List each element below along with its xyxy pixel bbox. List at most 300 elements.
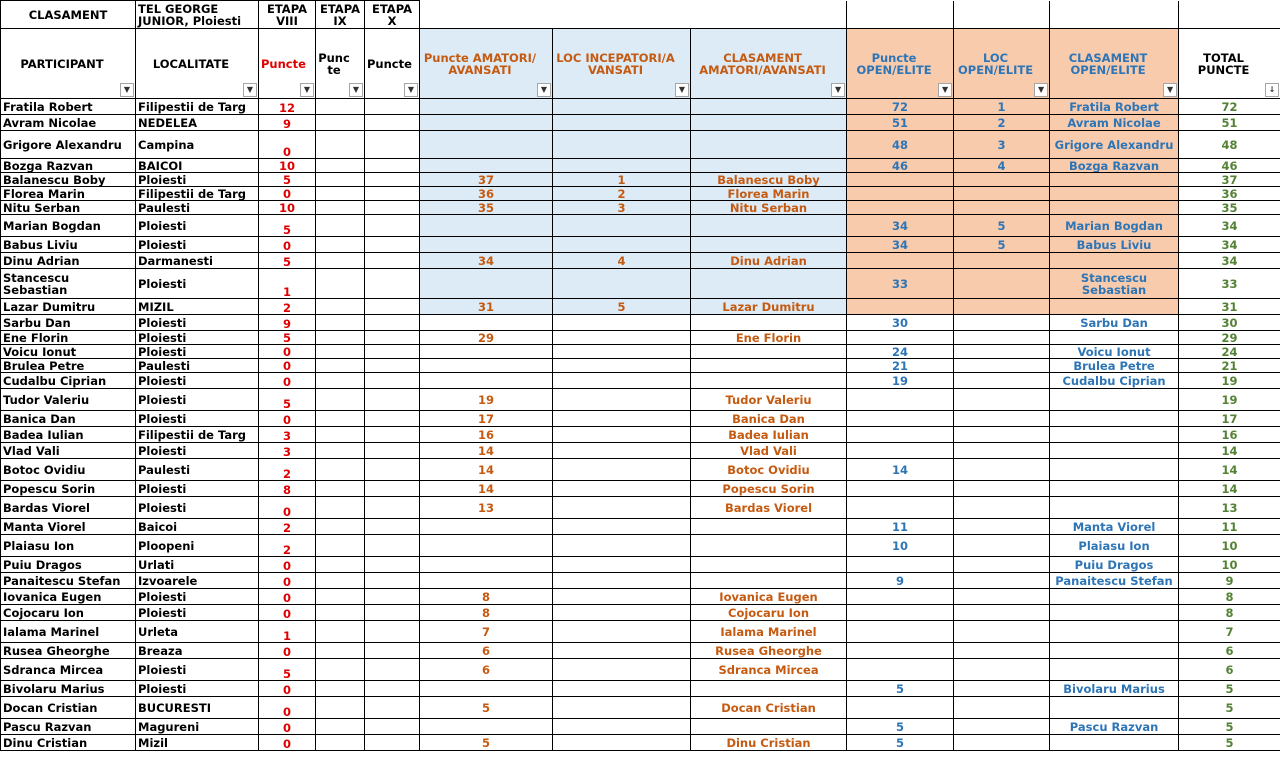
- puncte-viii-cell[interactable]: 0: [259, 697, 316, 719]
- total-puncte-cell[interactable]: 19: [1179, 373, 1280, 389]
- puncte-open-cell[interactable]: [847, 481, 954, 497]
- loc-amatori-cell[interactable]: [553, 131, 691, 159]
- header-etapa-viii[interactable]: ETAPA VIII: [259, 1, 316, 29]
- puncte-amatori-cell[interactable]: [420, 215, 553, 237]
- loc-open-cell[interactable]: [954, 173, 1050, 187]
- puncte-amatori-cell[interactable]: 5: [420, 735, 553, 751]
- puncte-ix-cell[interactable]: [316, 589, 365, 605]
- clasament-open-cell[interactable]: [1050, 411, 1179, 427]
- puncte-ix-cell[interactable]: [316, 427, 365, 443]
- loc-amatori-cell[interactable]: [553, 605, 691, 621]
- localitate-cell[interactable]: Ploiesti: [136, 481, 259, 497]
- loc-open-cell[interactable]: [954, 589, 1050, 605]
- clasament-open-cell[interactable]: [1050, 389, 1179, 411]
- filter-dropdown-icon[interactable]: ▼: [831, 83, 845, 97]
- puncte-x-cell[interactable]: [365, 443, 420, 459]
- puncte-open-cell[interactable]: 21: [847, 359, 954, 373]
- clasament-amatori-cell[interactable]: Bardas Viorel: [691, 497, 847, 519]
- puncte-amatori-cell[interactable]: [420, 573, 553, 589]
- puncte-x-cell[interactable]: [365, 253, 420, 269]
- total-puncte-cell[interactable]: 30: [1179, 315, 1280, 331]
- clasament-amatori-cell[interactable]: [691, 345, 847, 359]
- clasament-amatori-cell[interactable]: Lazar Dumitru: [691, 299, 847, 315]
- localitate-cell[interactable]: Mizil: [136, 735, 259, 751]
- puncte-x-cell[interactable]: [365, 115, 420, 131]
- total-puncte-cell[interactable]: 6: [1179, 659, 1280, 681]
- puncte-x-cell[interactable]: [365, 621, 420, 643]
- puncte-open-cell[interactable]: [847, 299, 954, 315]
- puncte-x-cell[interactable]: [365, 557, 420, 573]
- filter-dropdown-icon[interactable]: ▼: [938, 83, 952, 97]
- puncte-amatori-cell[interactable]: [420, 345, 553, 359]
- localitate-cell[interactable]: BUCURESTI: [136, 697, 259, 719]
- participant-cell[interactable]: Popescu Sorin: [1, 481, 136, 497]
- puncte-ix-cell[interactable]: [316, 659, 365, 681]
- participant-cell[interactable]: Manta Viorel: [1, 519, 136, 535]
- loc-open-cell[interactable]: [954, 459, 1050, 481]
- localitate-cell[interactable]: Filipestii de Targ: [136, 427, 259, 443]
- total-puncte-cell[interactable]: 10: [1179, 535, 1280, 557]
- puncte-amatori-cell[interactable]: 29: [420, 331, 553, 345]
- puncte-amatori-cell[interactable]: 34: [420, 253, 553, 269]
- puncte-amatori-cell[interactable]: 17: [420, 411, 553, 427]
- clasament-amatori-cell[interactable]: Banica Dan: [691, 411, 847, 427]
- puncte-viii-cell[interactable]: 0: [259, 605, 316, 621]
- total-puncte-cell[interactable]: 16: [1179, 427, 1280, 443]
- total-puncte-cell[interactable]: 14: [1179, 443, 1280, 459]
- puncte-open-cell[interactable]: [847, 253, 954, 269]
- header-blank-open-2[interactable]: [954, 1, 1050, 29]
- puncte-x-cell[interactable]: [365, 481, 420, 497]
- loc-open-cell[interactable]: [954, 605, 1050, 621]
- puncte-x-cell[interactable]: [365, 345, 420, 359]
- localitate-cell[interactable]: Ploiesti: [136, 373, 259, 389]
- participant-cell[interactable]: Docan Cristian: [1, 697, 136, 719]
- loc-open-cell[interactable]: [954, 201, 1050, 215]
- clasament-open-cell[interactable]: [1050, 605, 1179, 621]
- puncte-ix-cell[interactable]: [316, 299, 365, 315]
- clasament-open-cell[interactable]: Bivolaru Marius: [1050, 681, 1179, 697]
- sort-desc-filter-icon[interactable]: ↓: [1265, 83, 1279, 97]
- participant-cell[interactable]: Florea Marin: [1, 187, 136, 201]
- puncte-open-cell[interactable]: 46: [847, 159, 954, 173]
- clasament-amatori-cell[interactable]: [691, 535, 847, 557]
- puncte-amatori-cell[interactable]: [420, 681, 553, 697]
- puncte-x-cell[interactable]: [365, 331, 420, 345]
- participant-cell[interactable]: Cojocaru Ion: [1, 605, 136, 621]
- localitate-cell[interactable]: Darmanesti: [136, 253, 259, 269]
- total-puncte-cell[interactable]: 5: [1179, 681, 1280, 697]
- loc-open-cell[interactable]: 3: [954, 131, 1050, 159]
- puncte-amatori-cell[interactable]: [420, 237, 553, 253]
- puncte-amatori-cell[interactable]: 14: [420, 481, 553, 497]
- localitate-cell[interactable]: Izvoarele: [136, 573, 259, 589]
- header-clasament[interactable]: CLASAMENT: [1, 1, 136, 29]
- localitate-cell[interactable]: Baicoi: [136, 519, 259, 535]
- clasament-amatori-cell[interactable]: Sdranca Mircea: [691, 659, 847, 681]
- participant-cell[interactable]: Bozga Razvan: [1, 159, 136, 173]
- puncte-x-cell[interactable]: [365, 497, 420, 519]
- puncte-ix-cell[interactable]: [316, 159, 365, 173]
- loc-amatori-cell[interactable]: [553, 237, 691, 253]
- puncte-open-cell[interactable]: 51: [847, 115, 954, 131]
- loc-amatori-cell[interactable]: 5: [553, 299, 691, 315]
- participant-cell[interactable]: Botoc Ovidiu: [1, 459, 136, 481]
- filter-dropdown-icon[interactable]: ▼: [1034, 83, 1048, 97]
- puncte-open-cell[interactable]: [847, 187, 954, 201]
- loc-amatori-cell[interactable]: [553, 389, 691, 411]
- clasament-amatori-cell[interactable]: [691, 99, 847, 115]
- loc-open-cell[interactable]: [954, 253, 1050, 269]
- clasament-open-cell[interactable]: Avram Nicolae: [1050, 115, 1179, 131]
- clasament-open-cell[interactable]: [1050, 481, 1179, 497]
- clasament-amatori-cell[interactable]: [691, 159, 847, 173]
- puncte-open-cell[interactable]: 14: [847, 459, 954, 481]
- puncte-open-cell[interactable]: 5: [847, 735, 954, 751]
- loc-open-cell[interactable]: [954, 373, 1050, 389]
- participant-cell[interactable]: Sarbu Dan: [1, 315, 136, 331]
- puncte-amatori-cell[interactable]: [420, 519, 553, 535]
- puncte-amatori-cell[interactable]: 19: [420, 389, 553, 411]
- filter-dropdown-icon[interactable]: ▼: [349, 83, 363, 97]
- clasament-amatori-cell[interactable]: [691, 237, 847, 253]
- puncte-ix-cell[interactable]: [316, 201, 365, 215]
- clasament-open-cell[interactable]: Voicu Ionut: [1050, 345, 1179, 359]
- participant-cell[interactable]: Dinu Cristian: [1, 735, 136, 751]
- clasament-amatori-cell[interactable]: [691, 373, 847, 389]
- puncte-ix-cell[interactable]: [316, 315, 365, 331]
- total-puncte-cell[interactable]: 46: [1179, 159, 1280, 173]
- puncte-viii-cell[interactable]: 0: [259, 643, 316, 659]
- puncte-amatori-cell[interactable]: [420, 269, 553, 299]
- puncte-ix-cell[interactable]: [316, 331, 365, 345]
- loc-amatori-cell[interactable]: [553, 115, 691, 131]
- localitate-cell[interactable]: Ploiesti: [136, 269, 259, 299]
- total-puncte-cell[interactable]: 5: [1179, 735, 1280, 751]
- clasament-amatori-cell[interactable]: Docan Cristian: [691, 697, 847, 719]
- clasament-open-cell[interactable]: Pascu Razvan: [1050, 719, 1179, 735]
- loc-amatori-cell[interactable]: [553, 269, 691, 299]
- participant-cell[interactable]: Pascu Razvan: [1, 719, 136, 735]
- puncte-viii-cell[interactable]: 5: [259, 253, 316, 269]
- loc-open-cell[interactable]: [954, 643, 1050, 659]
- clasament-open-cell[interactable]: [1050, 173, 1179, 187]
- localitate-cell[interactable]: NEDELEA: [136, 115, 259, 131]
- total-puncte-cell[interactable]: 14: [1179, 481, 1280, 497]
- puncte-amatori-cell[interactable]: [420, 115, 553, 131]
- puncte-open-cell[interactable]: 5: [847, 681, 954, 697]
- puncte-x-cell[interactable]: [365, 269, 420, 299]
- puncte-viii-cell[interactable]: 10: [259, 201, 316, 215]
- header-blank-amatori[interactable]: [420, 1, 847, 29]
- puncte-x-cell[interactable]: [365, 573, 420, 589]
- puncte-viii-cell[interactable]: 8: [259, 481, 316, 497]
- participant-cell[interactable]: Panaitescu Stefan: [1, 573, 136, 589]
- puncte-open-cell[interactable]: 34: [847, 215, 954, 237]
- localitate-cell[interactable]: Filipestii de Targ: [136, 187, 259, 201]
- participant-cell[interactable]: Sdranca Mircea: [1, 659, 136, 681]
- clasament-open-cell[interactable]: [1050, 659, 1179, 681]
- puncte-viii-cell[interactable]: 0: [259, 345, 316, 359]
- puncte-ix-cell[interactable]: [316, 345, 365, 359]
- puncte-viii-cell[interactable]: 0: [259, 373, 316, 389]
- puncte-viii-cell[interactable]: 0: [259, 497, 316, 519]
- loc-open-cell[interactable]: [954, 519, 1050, 535]
- puncte-x-cell[interactable]: [365, 535, 420, 557]
- puncte-ix-cell[interactable]: [316, 253, 365, 269]
- localitate-cell[interactable]: Paulesti: [136, 459, 259, 481]
- puncte-ix-cell[interactable]: [316, 411, 365, 427]
- puncte-amatori-cell[interactable]: 16: [420, 427, 553, 443]
- clasament-amatori-cell[interactable]: [691, 681, 847, 697]
- clasament-amatori-cell[interactable]: [691, 315, 847, 331]
- participant-cell[interactable]: Voicu Ionut: [1, 345, 136, 359]
- clasament-open-cell[interactable]: [1050, 459, 1179, 481]
- puncte-viii-cell[interactable]: 2: [259, 459, 316, 481]
- loc-open-cell[interactable]: [954, 427, 1050, 443]
- puncte-open-cell[interactable]: [847, 659, 954, 681]
- clasament-open-cell[interactable]: [1050, 589, 1179, 605]
- total-puncte-cell[interactable]: 11: [1179, 519, 1280, 535]
- loc-amatori-cell[interactable]: [553, 99, 691, 115]
- participant-cell[interactable]: Lazar Dumitru: [1, 299, 136, 315]
- total-puncte-cell[interactable]: 34: [1179, 253, 1280, 269]
- localitate-cell[interactable]: BAICOI: [136, 159, 259, 173]
- localitate-cell[interactable]: Paulesti: [136, 359, 259, 373]
- puncte-open-cell[interactable]: [847, 557, 954, 573]
- loc-amatori-cell[interactable]: [553, 659, 691, 681]
- loc-open-cell[interactable]: 5: [954, 237, 1050, 253]
- puncte-viii-cell[interactable]: 0: [259, 187, 316, 201]
- puncte-amatori-cell[interactable]: [420, 557, 553, 573]
- participant-cell[interactable]: Marian Bogdan: [1, 215, 136, 237]
- participant-cell[interactable]: Fratila Robert: [1, 99, 136, 115]
- puncte-ix-cell[interactable]: [316, 359, 365, 373]
- puncte-open-cell[interactable]: [847, 331, 954, 345]
- loc-amatori-cell[interactable]: [553, 373, 691, 389]
- clasament-amatori-cell[interactable]: Rusea Gheorghe: [691, 643, 847, 659]
- participant-cell[interactable]: Bivolaru Marius: [1, 681, 136, 697]
- puncte-x-cell[interactable]: [365, 659, 420, 681]
- puncte-viii-cell[interactable]: 0: [259, 573, 316, 589]
- loc-amatori-cell[interactable]: [553, 345, 691, 359]
- clasament-open-cell[interactable]: Sarbu Dan: [1050, 315, 1179, 331]
- loc-open-cell[interactable]: [954, 481, 1050, 497]
- header-blank-total[interactable]: [1179, 1, 1280, 29]
- header-etapa-x[interactable]: ETAPA X: [365, 1, 420, 29]
- clasament-amatori-cell[interactable]: Ene Florin: [691, 331, 847, 345]
- puncte-x-cell[interactable]: [365, 735, 420, 751]
- loc-open-cell[interactable]: [954, 719, 1050, 735]
- loc-amatori-cell[interactable]: [553, 315, 691, 331]
- loc-open-cell[interactable]: [954, 735, 1050, 751]
- clasament-amatori-cell[interactable]: [691, 359, 847, 373]
- puncte-open-cell[interactable]: [847, 443, 954, 459]
- loc-amatori-cell[interactable]: [553, 459, 691, 481]
- total-puncte-cell[interactable]: 13: [1179, 497, 1280, 519]
- puncte-viii-cell[interactable]: 5: [259, 173, 316, 187]
- loc-amatori-cell[interactable]: 2: [553, 187, 691, 201]
- puncte-amatori-cell[interactable]: [420, 131, 553, 159]
- puncte-open-cell[interactable]: 34: [847, 237, 954, 253]
- puncte-ix-cell[interactable]: [316, 131, 365, 159]
- puncte-viii-cell[interactable]: 5: [259, 215, 316, 237]
- localitate-cell[interactable]: Ploopeni: [136, 535, 259, 557]
- localitate-cell[interactable]: Ploiesti: [136, 389, 259, 411]
- puncte-x-cell[interactable]: [365, 427, 420, 443]
- puncte-x-cell[interactable]: [365, 187, 420, 201]
- loc-amatori-cell[interactable]: [553, 427, 691, 443]
- participant-cell[interactable]: Ialama Marinel: [1, 621, 136, 643]
- loc-amatori-cell[interactable]: [553, 621, 691, 643]
- puncte-viii-cell[interactable]: 3: [259, 427, 316, 443]
- participant-cell[interactable]: Tudor Valeriu: [1, 389, 136, 411]
- puncte-ix-cell[interactable]: [316, 697, 365, 719]
- puncte-ix-cell[interactable]: [316, 719, 365, 735]
- participant-cell[interactable]: Banica Dan: [1, 411, 136, 427]
- participant-cell[interactable]: Badea Iulian: [1, 427, 136, 443]
- loc-amatori-cell[interactable]: [553, 519, 691, 535]
- puncte-open-cell[interactable]: 24: [847, 345, 954, 359]
- loc-amatori-cell[interactable]: [553, 331, 691, 345]
- localitate-cell[interactable]: Ploiesti: [136, 659, 259, 681]
- puncte-amatori-cell[interactable]: 37: [420, 173, 553, 187]
- clasament-open-cell[interactable]: [1050, 253, 1179, 269]
- loc-amatori-cell[interactable]: [553, 443, 691, 459]
- puncte-open-cell[interactable]: 33: [847, 269, 954, 299]
- puncte-viii-cell[interactable]: 2: [259, 535, 316, 557]
- puncte-open-cell[interactable]: 9: [847, 573, 954, 589]
- clasament-amatori-cell[interactable]: Botoc Ovidiu: [691, 459, 847, 481]
- loc-amatori-cell[interactable]: [553, 557, 691, 573]
- total-puncte-cell[interactable]: 5: [1179, 719, 1280, 735]
- loc-open-cell[interactable]: 5: [954, 215, 1050, 237]
- localitate-cell[interactable]: Ploiesti: [136, 411, 259, 427]
- loc-amatori-cell[interactable]: [553, 481, 691, 497]
- puncte-open-cell[interactable]: 30: [847, 315, 954, 331]
- localitate-cell[interactable]: Campina: [136, 131, 259, 159]
- clasament-open-cell[interactable]: [1050, 443, 1179, 459]
- clasament-open-cell[interactable]: Puiu Dragos: [1050, 557, 1179, 573]
- puncte-viii-cell[interactable]: 0: [259, 557, 316, 573]
- localitate-cell[interactable]: Urleta: [136, 621, 259, 643]
- total-puncte-cell[interactable]: 17: [1179, 411, 1280, 427]
- total-puncte-cell[interactable]: 37: [1179, 173, 1280, 187]
- loc-open-cell[interactable]: [954, 269, 1050, 299]
- participant-cell[interactable]: Ene Florin: [1, 331, 136, 345]
- clasament-open-cell[interactable]: [1050, 621, 1179, 643]
- clasament-open-cell[interactable]: Grigore Alexandru: [1050, 131, 1179, 159]
- clasament-open-cell[interactable]: Brulea Petre: [1050, 359, 1179, 373]
- clasament-open-cell[interactable]: [1050, 331, 1179, 345]
- puncte-amatori-cell[interactable]: [420, 315, 553, 331]
- puncte-viii-cell[interactable]: 0: [259, 237, 316, 253]
- puncte-ix-cell[interactable]: [316, 373, 365, 389]
- puncte-ix-cell[interactable]: [316, 681, 365, 697]
- puncte-x-cell[interactable]: [365, 237, 420, 253]
- loc-open-cell[interactable]: 2: [954, 115, 1050, 131]
- loc-open-cell[interactable]: [954, 681, 1050, 697]
- puncte-ix-cell[interactable]: [316, 237, 365, 253]
- loc-open-cell[interactable]: [954, 535, 1050, 557]
- header-etapa-ix[interactable]: ETAPA IX: [316, 1, 365, 29]
- participant-cell[interactable]: Cudalbu Ciprian: [1, 373, 136, 389]
- puncte-ix-cell[interactable]: [316, 99, 365, 115]
- puncte-x-cell[interactable]: [365, 589, 420, 605]
- puncte-x-cell[interactable]: [365, 315, 420, 331]
- puncte-viii-cell[interactable]: 0: [259, 735, 316, 751]
- total-puncte-cell[interactable]: 7: [1179, 621, 1280, 643]
- total-puncte-cell[interactable]: 8: [1179, 605, 1280, 621]
- clasament-open-cell[interactable]: [1050, 299, 1179, 315]
- loc-open-cell[interactable]: [954, 299, 1050, 315]
- puncte-viii-cell[interactable]: 0: [259, 131, 316, 159]
- puncte-x-cell[interactable]: [365, 159, 420, 173]
- loc-amatori-cell[interactable]: 4: [553, 253, 691, 269]
- puncte-amatori-cell[interactable]: 5: [420, 697, 553, 719]
- participant-cell[interactable]: Grigore Alexandru: [1, 131, 136, 159]
- puncte-ix-cell[interactable]: [316, 215, 365, 237]
- clasament-amatori-cell[interactable]: Popescu Sorin: [691, 481, 847, 497]
- puncte-viii-cell[interactable]: 1: [259, 621, 316, 643]
- participant-cell[interactable]: Bardas Viorel: [1, 497, 136, 519]
- puncte-amatori-cell[interactable]: [420, 535, 553, 557]
- loc-amatori-cell[interactable]: [553, 589, 691, 605]
- localitate-cell[interactable]: Ploiesti: [136, 443, 259, 459]
- total-puncte-cell[interactable]: 51: [1179, 115, 1280, 131]
- total-puncte-cell[interactable]: 14: [1179, 459, 1280, 481]
- puncte-ix-cell[interactable]: [316, 735, 365, 751]
- filter-dropdown-icon[interactable]: ▼: [675, 83, 689, 97]
- puncte-open-cell[interactable]: [847, 411, 954, 427]
- clasament-open-cell[interactable]: Fratila Robert: [1050, 99, 1179, 115]
- puncte-amatori-cell[interactable]: [420, 719, 553, 735]
- participant-cell[interactable]: Nitu Serban: [1, 201, 136, 215]
- clasament-open-cell[interactable]: Manta Viorel: [1050, 519, 1179, 535]
- total-puncte-cell[interactable]: 48: [1179, 131, 1280, 159]
- puncte-open-cell[interactable]: [847, 427, 954, 443]
- clasament-open-cell[interactable]: [1050, 427, 1179, 443]
- clasament-amatori-cell[interactable]: [691, 115, 847, 131]
- filter-dropdown-icon[interactable]: ▼: [537, 83, 551, 97]
- header-blank-open-3[interactable]: [1050, 1, 1179, 29]
- loc-open-cell[interactable]: [954, 315, 1050, 331]
- puncte-viii-cell[interactable]: 5: [259, 659, 316, 681]
- localitate-cell[interactable]: Ploiesti: [136, 315, 259, 331]
- loc-open-cell[interactable]: [954, 659, 1050, 681]
- clasament-amatori-cell[interactable]: Iovanica Eugen: [691, 589, 847, 605]
- loc-open-cell[interactable]: [954, 621, 1050, 643]
- participant-cell[interactable]: Balanescu Boby: [1, 173, 136, 187]
- puncte-ix-cell[interactable]: [316, 621, 365, 643]
- puncte-viii-cell[interactable]: 5: [259, 389, 316, 411]
- puncte-x-cell[interactable]: [365, 99, 420, 115]
- total-puncte-cell[interactable]: 36: [1179, 187, 1280, 201]
- loc-amatori-cell[interactable]: [553, 697, 691, 719]
- filter-dropdown-icon[interactable]: ▼: [404, 83, 418, 97]
- participant-cell[interactable]: Plaiasu Ion: [1, 535, 136, 557]
- loc-amatori-cell[interactable]: 3: [553, 201, 691, 215]
- puncte-ix-cell[interactable]: [316, 389, 365, 411]
- puncte-x-cell[interactable]: [365, 373, 420, 389]
- clasament-open-cell[interactable]: Plaiasu Ion: [1050, 535, 1179, 557]
- localitate-cell[interactable]: Urlati: [136, 557, 259, 573]
- puncte-amatori-cell[interactable]: 14: [420, 459, 553, 481]
- participant-cell[interactable]: Avram Nicolae: [1, 115, 136, 131]
- total-puncte-cell[interactable]: 10: [1179, 557, 1280, 573]
- total-puncte-cell[interactable]: 31: [1179, 299, 1280, 315]
- clasament-open-cell[interactable]: [1050, 643, 1179, 659]
